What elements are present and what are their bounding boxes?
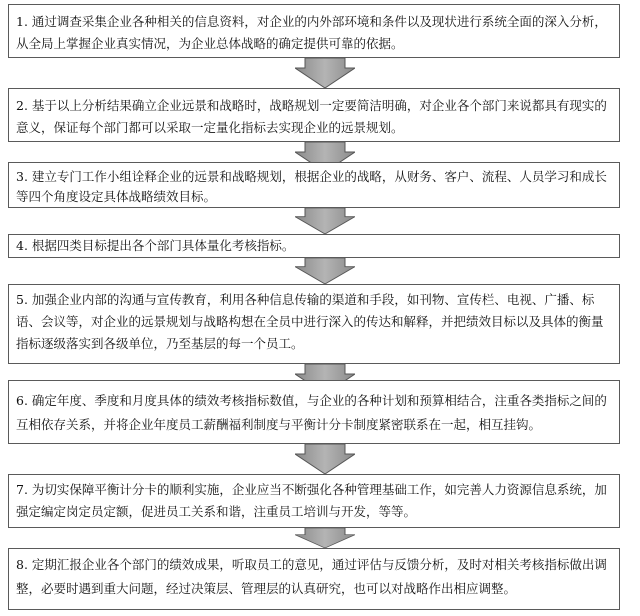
step-5-box (8, 284, 620, 364)
step-3-box (8, 162, 620, 208)
down-arrow-icon (295, 208, 355, 234)
step-8-text: 8. 定期汇报企业各个部门的绩效成果，听取员工的意见，通过评估与反馈分析，及时对相关考核指标做出调整，必要时遇到重大问题，经过决策层、管理层的认真研究，也可以对战略作出相应调整。 (16, 557, 607, 596)
step-4-box (8, 234, 620, 258)
step-3-text: 3. 建立专门工作小组诠释企业的远景和战略规划，根据企业的战略，从财务、客户、流程、人员学习和成长等四个角度设定具体战略绩效目标。 (16, 169, 607, 204)
step-6-text: 6. 确定年度、季度和月度具体的绩效考核指标数值，与企业的各种计划和预算相结合，注重各类指标之间的互相依存关系，并将企业年度员工薪酬福利制度与平衡计分卡制度紧密联系在一起，相互挂钩。 (16, 393, 607, 432)
step-2-text: 2. 基于以上分析结果确立企业远景和战略时，战略规划一定要简洁明确，对企业各个部门来说都具有现实的意义，保证每个部门都可以采取一定量化指标去实现企业的远景规划。 (16, 98, 607, 135)
step-1-text: 1. 通过调查采集企业各种相关的信息资料，对企业的内外部环境和条件以及现状进行系统全面的深入分析，从全局上掌握企业真实情况，为企业总体战略的确定提供可靠的依据。 (16, 14, 607, 51)
down-arrow-icon (295, 258, 355, 284)
step-5-text: 5. 加强企业内部的沟通与宣传教育，利用各种信息传输的渠道和手段，如刊物、宣传栏、电视、广播、标语、会议等，对企业的远景规划与战略构想在全员中进行深入的传达和解释，并把绩效目标以及具体的衡量指标逐级落实到各级单位，乃至基层的每一个员工。 (16, 292, 604, 351)
step-6-box (8, 380, 620, 444)
step-7-box (8, 474, 620, 528)
step-2-box (8, 88, 620, 142)
down-arrow-icon (295, 444, 355, 474)
step-1-box (8, 4, 620, 58)
down-arrow-icon (295, 528, 355, 548)
step-8-box (8, 548, 620, 610)
step-7-text: 7. 为切实保障平衡计分卡的顺利实施，企业应当不断强化各种管理基础工作，如完善人力资源信息系统，加强定编定岗定员定额，促进员工关系和谐，注重员工培训与开发，等等。 (16, 482, 607, 519)
step-4-text: 4. 根据四类目标提出各个部门具体量化考核指标。 (16, 238, 295, 253)
down-arrow-icon (295, 58, 355, 88)
